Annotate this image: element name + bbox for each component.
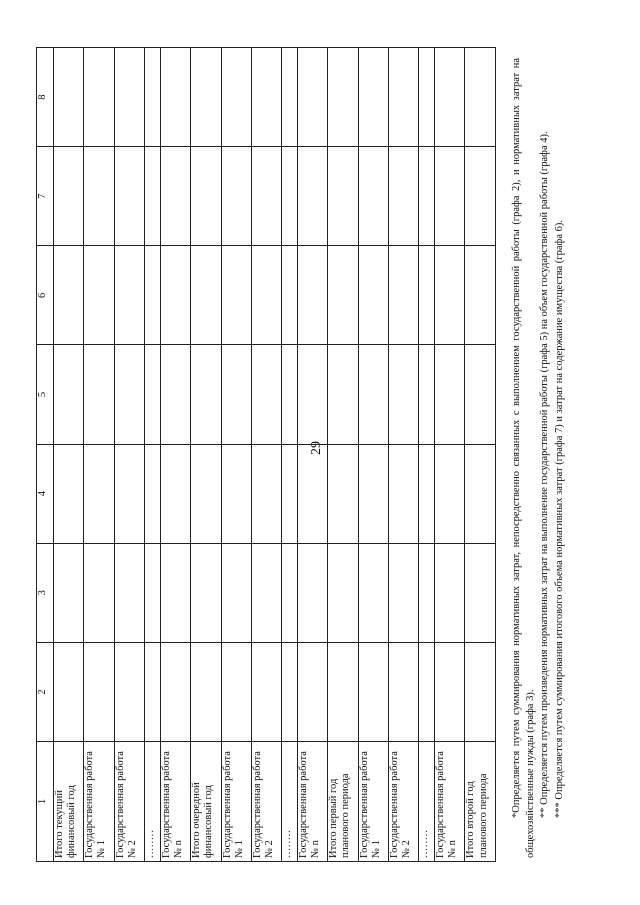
table-cell [114, 147, 144, 246]
table-cell [358, 246, 388, 345]
table-cell [84, 246, 114, 345]
column-header: 2 [37, 642, 54, 741]
table-cell [419, 444, 435, 543]
table-cell [282, 444, 298, 543]
table-row [389, 48, 419, 862]
row-label: Государственная работа № 2 [251, 742, 281, 862]
table-cell [389, 345, 419, 444]
footnote-3: *** Определяется путем суммирования итогового объема нормативных затрат (графа 7) и затрат на содержание имущества (графа 6). [553, 220, 565, 818]
table-row [160, 48, 190, 862]
table-cell [358, 48, 388, 147]
row-label: Государственная работа № n [435, 742, 465, 862]
table-cell [221, 147, 251, 246]
table-cell [145, 543, 161, 642]
table-cell [84, 642, 114, 741]
table-cell [160, 543, 190, 642]
table-cell [465, 48, 496, 147]
table-cell [328, 642, 358, 741]
table-cell [419, 642, 435, 741]
table-row [114, 48, 144, 862]
table-cell [389, 147, 419, 246]
table-cell [114, 642, 144, 741]
column-header: 1 [37, 742, 54, 862]
table-cell [145, 444, 161, 543]
table-cell [328, 48, 358, 147]
row-label: Государственная работа № 1 [221, 742, 251, 862]
table-cell [251, 642, 281, 741]
table-cell [54, 48, 84, 147]
table-cell [251, 543, 281, 642]
table-cell [297, 444, 327, 543]
table-cell [160, 147, 190, 246]
table-cell [435, 147, 465, 246]
table-row [328, 48, 358, 862]
table-cell [435, 642, 465, 741]
table-cell [435, 543, 465, 642]
table-cell [221, 246, 251, 345]
cost-table [36, 47, 496, 862]
table-cell [297, 246, 327, 345]
table-cell [84, 345, 114, 444]
row-label: Государственная работа № 1 [358, 742, 388, 862]
table-cell [145, 246, 161, 345]
table-cell [389, 543, 419, 642]
table-cell [358, 345, 388, 444]
column-header: 4 [37, 444, 54, 543]
row-label: Государственная работа № 1 [84, 742, 114, 862]
table-cell [328, 246, 358, 345]
table-row [221, 48, 251, 862]
table-cell [358, 444, 388, 543]
table-cell [435, 345, 465, 444]
table-cell [419, 246, 435, 345]
table-cell [160, 246, 190, 345]
table-cell [160, 642, 190, 741]
table-cell [191, 642, 221, 741]
table-cell [358, 642, 388, 741]
table-cell [160, 345, 190, 444]
table-header-row [37, 48, 54, 862]
table-cell [419, 543, 435, 642]
row-label: Государственная работа № n [160, 742, 190, 862]
table-cell [435, 246, 465, 345]
table-cell [297, 48, 327, 147]
footnote-1: *Определяется путем суммирования нормативных затрат, непосредственно связанных с выполнением государственной работы (графа 2), и нормативных затрат на общехозяйственные нужды (графа 3). [511, 58, 537, 858]
table-cell [328, 543, 358, 642]
table-cell [160, 444, 190, 543]
table-row [84, 48, 114, 862]
table-cell [114, 444, 144, 543]
table-row [54, 48, 84, 862]
table-body [54, 48, 496, 862]
table-cell [191, 345, 221, 444]
table-cell [465, 246, 496, 345]
table-cell [282, 48, 298, 147]
table-cell [114, 543, 144, 642]
table-cell [54, 246, 84, 345]
row-label: ........ [282, 742, 298, 862]
table-cell [435, 48, 465, 147]
table-cell [221, 543, 251, 642]
column-header: 6 [37, 246, 54, 345]
table-cell [221, 345, 251, 444]
footnotes [510, 58, 567, 858]
table-row [358, 48, 388, 862]
table-row [297, 48, 327, 862]
table-row [191, 48, 221, 862]
table-cell [419, 147, 435, 246]
table-cell [84, 48, 114, 147]
table-cell [282, 345, 298, 444]
column-header: 5 [37, 345, 54, 444]
table-cell [328, 345, 358, 444]
table-cell [251, 147, 281, 246]
table-row [251, 48, 281, 862]
table-cell [84, 147, 114, 246]
landscape-content [28, 30, 638, 880]
table-cell [145, 345, 161, 444]
table-cell [191, 246, 221, 345]
table-cell [465, 642, 496, 741]
table-cell [54, 642, 84, 741]
table-cell [389, 48, 419, 147]
table-cell [54, 444, 84, 543]
table-cell [221, 48, 251, 147]
table-cell [114, 246, 144, 345]
table-cell [221, 444, 251, 543]
table-cell [465, 345, 496, 444]
table-cell [389, 246, 419, 345]
table-cell [84, 543, 114, 642]
table-cell [358, 543, 388, 642]
table-cell [251, 444, 281, 543]
table-cell [297, 642, 327, 741]
table-cell [297, 147, 327, 246]
table-cell [465, 543, 496, 642]
table-cell [435, 444, 465, 543]
row-label: Государственная работа № 2 [389, 742, 419, 862]
table-cell [84, 444, 114, 543]
table-cell [419, 48, 435, 147]
table-cell [251, 246, 281, 345]
table-cell [145, 48, 161, 147]
table-row [419, 48, 435, 862]
table-cell [328, 444, 358, 543]
table-cell [282, 246, 298, 345]
column-header: 8 [37, 48, 54, 147]
page-number: 29 [309, 441, 324, 455]
row-label: Итого текущий финансовый год [54, 742, 84, 862]
row-label: ........ [145, 742, 161, 862]
table-cell [389, 444, 419, 543]
table-row [282, 48, 298, 862]
row-label: Государственная работа № n [297, 742, 327, 862]
table-cell [389, 642, 419, 741]
table-cell [251, 48, 281, 147]
row-label: Итого второй год планового периода [465, 742, 496, 862]
table-cell [358, 147, 388, 246]
table-cell [282, 642, 298, 741]
table-cell [221, 642, 251, 741]
table-cell [419, 345, 435, 444]
table-cell [251, 345, 281, 444]
column-header: 3 [37, 543, 54, 642]
table-row [465, 48, 496, 862]
table-row [145, 48, 161, 862]
table-cell [114, 345, 144, 444]
table-cell [54, 543, 84, 642]
table-cell [54, 147, 84, 246]
row-label: ........ [419, 742, 435, 862]
table-cell [465, 444, 496, 543]
table-cell [282, 543, 298, 642]
footnote-2: ** Определяется путем произведения нормативных затрат на выполнение государственной работы (графа 5) на объем государственной работы (графа 4). [539, 131, 551, 818]
table-cell [145, 642, 161, 741]
table-cell [191, 543, 221, 642]
table-cell [191, 147, 221, 246]
table-row [435, 48, 465, 862]
table-cell [191, 444, 221, 543]
table-cell [465, 147, 496, 246]
table-cell [328, 147, 358, 246]
column-header: 7 [37, 147, 54, 246]
table-cell [297, 543, 327, 642]
row-label: Государственная работа № 2 [114, 742, 144, 862]
row-label: Итого очередной финансовый год [191, 742, 221, 862]
table-cell [160, 48, 190, 147]
table-cell [297, 345, 327, 444]
table-cell [54, 345, 84, 444]
table-cell [114, 48, 144, 147]
table-cell [282, 147, 298, 246]
row-label: Итого первый год планового периода [328, 742, 358, 862]
table-cell [191, 48, 221, 147]
table-cell [145, 147, 161, 246]
